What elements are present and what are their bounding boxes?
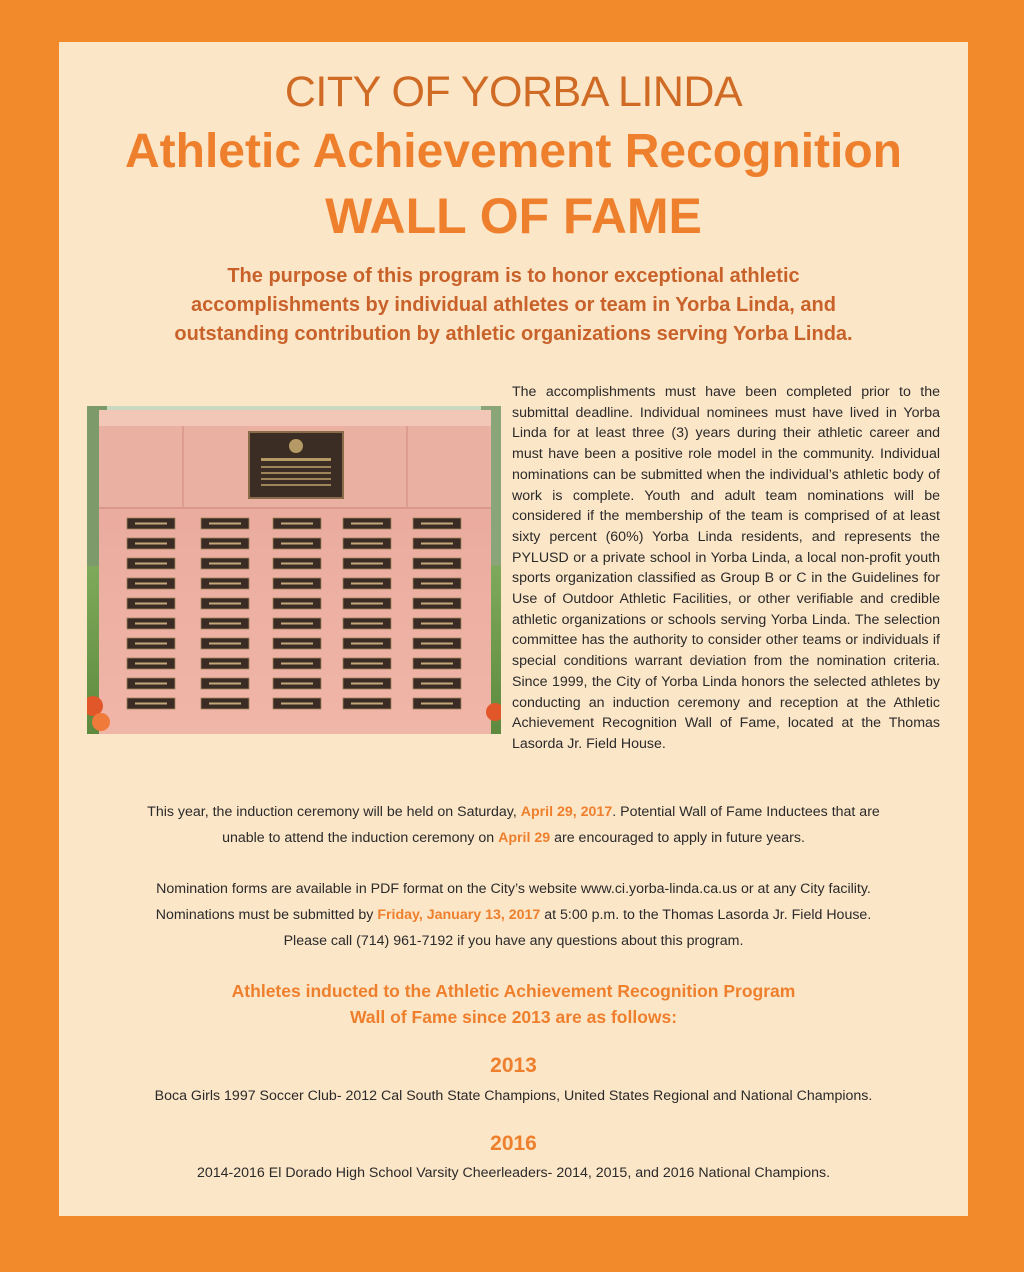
plaque-engraving (135, 623, 167, 625)
plaque-engraving (421, 543, 453, 545)
plaque-engraving (351, 523, 383, 525)
plaque-engraving (135, 683, 167, 685)
ceremony-line (79, 825, 948, 851)
plaque-engraving (281, 623, 313, 625)
plaque-engraving (209, 703, 241, 705)
plaque-engraving (135, 603, 167, 605)
plaque-engraving (281, 543, 313, 545)
nomination-info (79, 876, 948, 954)
plaque-engraving (421, 683, 453, 685)
nomination-deadline: Friday, January 13, 2017 (377, 907, 541, 923)
city-name: CITY OF YORBA LINDA (284, 68, 743, 116)
plaque-engraving (351, 643, 383, 645)
plaque-engraving (135, 663, 167, 665)
plaque-engraving (209, 603, 241, 605)
nomination-line (79, 902, 948, 928)
eligibility-paragraph: The accomplishments must have been completed prior to the submittal deadline. Individual nominees must have lived in Yorba Linda for at least three (3) years during their athletic career and must have been a positive role model in the community. Individual nominations can be submitted when the individual’s athletic body of work is complete. Youth and adult team nominations will be considered if the membership of the team is comprised of at least sixty percent (60%) Yorba Linda residents, and represents the PYLUSD or a private school in Yorba Linda, a local non-profit youth sports organization classified as Group B or C in the Guidelines for Use of Outdoor Athletic Facilities, or other verifiable and credible athletic organizations or schools serving Yorba Linda. The selection committee has the authority to consider other teams or individuals if special conditions warrant deviation from the nomination criteria. Since 1999, the City of Yorba Linda honors the selected athletes by conducting an induction ceremony and reception at the Athletic Achievement Recognition Wall of Fame, located at the Thomas Lasorda Jr. Field House. (512, 384, 940, 752)
year-description: Boca Girls 1997 Soccer Club- 2012 Cal South State Champions, United States Regional and National Champions. (154, 1088, 873, 1104)
nomination-line: Nomination forms are available in PDF format on the City’s website www.ci.yorba-linda.ca.us or at any City facility. (156, 881, 871, 897)
purpose-line: The purpose of this program is to honor exceptional athletic (227, 265, 800, 287)
ceremony-text: . Potential Wall of Fame Inductees that are (612, 804, 880, 820)
plaque-engraving (281, 643, 313, 645)
plaque-engraving (281, 663, 313, 665)
nomination-text: Nominations must be submitted by (155, 907, 378, 923)
wall-of-fame-photo (87, 406, 501, 734)
inducted-heading (59, 978, 968, 1030)
year-heading: 2016 (490, 1132, 537, 1155)
plaque-engraving (421, 523, 453, 525)
plaque-engraving (281, 683, 313, 685)
plaque-engraving (421, 623, 453, 625)
plaque-engraving (135, 563, 167, 565)
plaque-engraving (209, 623, 241, 625)
year-heading: 2013 (490, 1054, 537, 1077)
plaque-engraving (351, 583, 383, 585)
year-description: 2014-2016 El Dorado High School Varsity Cheerleaders- 2014, 2015, and 2016 National Champions. (196, 1165, 831, 1181)
nomination-line: Please call (714) 961-7192 if you have any questions about this program. (283, 933, 744, 949)
plaque-engraving (209, 523, 241, 525)
purpose-line: outstanding contribution by athletic organizations serving Yorba Linda. (174, 323, 853, 345)
ceremony-text: This year, the induction ceremony will be held on Saturday, (147, 804, 521, 820)
plaque-engraving (135, 523, 167, 525)
plaque-engraving (281, 603, 313, 605)
plaque-engraving (135, 703, 167, 705)
ceremony-text: unable to attend the induction ceremony on (222, 830, 499, 846)
plaque-engraving (421, 663, 453, 665)
plaque-engraving (209, 583, 241, 585)
ceremony-date: April 29, 2017 (520, 804, 613, 820)
ceremony-date-short: April 29 (498, 830, 551, 846)
plaque-engraving (351, 663, 383, 665)
ceremony-info (79, 799, 948, 851)
plaque-engraving (281, 583, 313, 585)
plaque-engraving (209, 683, 241, 685)
inducted-line: Athletes inducted to the Athletic Achievement Recognition Program (231, 981, 796, 1001)
plaque-engraving (351, 563, 383, 565)
plaque-engraving (135, 643, 167, 645)
plaque-engraving (135, 583, 167, 585)
plaque-engraving (209, 543, 241, 545)
purpose-line: accomplishments by individual athletes or team in Yorba Linda, and (191, 294, 836, 316)
plaque-engraving (281, 563, 313, 565)
plaque-engraving (421, 643, 453, 645)
plaque-engraving (281, 703, 313, 705)
plaque-engraving (421, 603, 453, 605)
plaque-engraving (209, 663, 241, 665)
ceremony-text: are encouraged to apply in future years. (550, 830, 805, 846)
plaque-engraving (209, 643, 241, 645)
wall-of-fame-title: WALL OF FAME (325, 188, 702, 244)
plaque-engraving (135, 543, 167, 545)
ceremony-line (79, 799, 948, 825)
program-title: Athletic Achievement Recognition (125, 125, 902, 178)
plaque-engraving (351, 683, 383, 685)
plaque-engraving (351, 623, 383, 625)
flyer-panel (59, 42, 968, 1216)
inducted-line: Wall of Fame since 2013 are as follows: (349, 1007, 678, 1027)
plaque-engraving (421, 563, 453, 565)
purpose-statement (119, 262, 908, 349)
plaque-engraving (351, 703, 383, 705)
plaque-engraving (281, 523, 313, 525)
plaque-engraving (421, 703, 453, 705)
plaque-engraving (209, 563, 241, 565)
plaque-engraving (351, 603, 383, 605)
plaque-engraving (351, 543, 383, 545)
nomination-text: at 5:00 p.m. to the Thomas Lasorda Jr. Field House. (540, 907, 872, 923)
plaque-engraving (421, 583, 453, 585)
